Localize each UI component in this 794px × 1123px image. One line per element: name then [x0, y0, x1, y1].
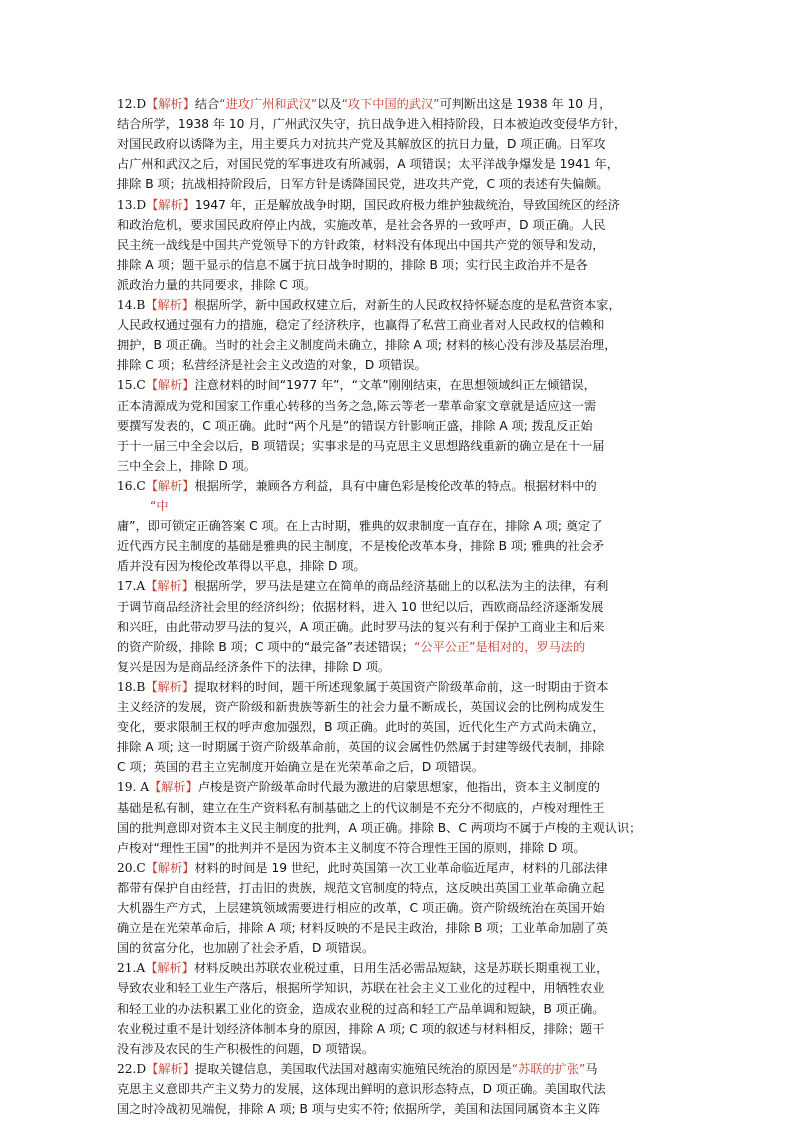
answer-text: 和轻工业的办法积累工业化的资金，造成农业税的过高和轻工产品单调和短缺，B 项正确。 — [117, 1001, 605, 1016]
answer-line — [117, 516, 677, 536]
answer-line — [117, 697, 677, 717]
answer-line — [117, 456, 677, 476]
answer-text: 和政治危机，要求国民政府停止内战，实施改革，是社会各界的一致呼声，D 项正确。人民 — [117, 217, 606, 232]
analysis-tag: 【解析】 — [146, 197, 195, 212]
answer-text: 可判断出这是 1938 年 10 月， — [439, 97, 612, 111]
answer-text: 根据所学，兼顾各方利益，具有中庸色彩是梭伦改革的特点。根据材料中的 — [194, 478, 597, 493]
answer-text: 马 — [585, 1061, 598, 1076]
analysis-tag: 【解析】 — [145, 860, 195, 875]
answer-line — [117, 617, 677, 637]
answer-text: 人民政权通过强有力的措施，稳定了经济秩序，也赢得了私营工商业者对人民政权的信赖和 — [117, 318, 605, 333]
answer-line — [117, 536, 677, 556]
answer-line — [117, 416, 677, 436]
answer-line — [117, 1019, 677, 1039]
answer-number: 20.C — [117, 860, 146, 875]
answer-text: 排除 C 项；私营经济是社会主义改造的对象，D 项错误。 — [117, 358, 427, 373]
answer-text: 民主统一战线是中国共产党领导下的方针政策，材料没有体现出中国共产党的领导和发动， — [117, 237, 605, 252]
answer-line — [117, 174, 677, 194]
analysis-tag: 【解析】 — [145, 378, 195, 393]
answer-text: 材料反映出苏联农业税过重，日用生活必需品短缺，这是苏联长期重视工业， — [193, 961, 609, 976]
answer-number: 12.D — [117, 97, 147, 111]
answer-text: 材料的时间是 19 世纪，此时英国第一次工业革命临近尾声，材料的几部法律 — [194, 860, 608, 875]
answer-text: 国的贫富分化，也加剧了社会矛盾，D 项错误。 — [117, 941, 375, 956]
answer-text: 注意材料的时间“1977 年”，“文革”刚刚结束，在思想领域纠正左倾错误， — [194, 378, 596, 393]
answer-line — [117, 436, 677, 456]
answer-line — [117, 878, 677, 898]
answer-text: 变化，要求限制王权的呼声愈加强烈，B 项正确。此时的英国，近代化生产方式尚未确立， — [117, 720, 605, 735]
analysis-tag: 【解析】 — [145, 478, 195, 493]
answer-text: 根据所学，罗马法是建立在简单的商品经济基础上的以私法为主的法律，有利 — [193, 579, 609, 594]
answer-line — [117, 335, 677, 355]
analysis-tag: 【解析】 — [145, 579, 194, 594]
answer-text: 庸”，即可锁定正确答案 C 项。在上古时期，雅典的奴隶制度一直存在，排除 A 项; 奠定了 — [117, 519, 603, 534]
answer-line — [117, 134, 677, 154]
answer-text: 国之时冷战初见端倪，排除 A 项; B 项与史实不符; 依据所学，美国和法国同属资本主义阵 — [117, 1102, 601, 1116]
answer-text: 都带有保护自由经营，打击旧的贵族，规范文官制度的特点，这反映出英国工业革命确立起 — [117, 880, 605, 895]
answer-line — [117, 154, 677, 174]
answer-line — [117, 1079, 677, 1099]
answer-text: 卢梭对“理性王国”的批判并不是因为资本主义制度不符合理性王国的原则，排除 D 项。 — [117, 840, 586, 855]
highlighted-quote: “中 — [150, 499, 169, 513]
answer-text: C 项；英国的君主立宪制度开始确立是在光荣革命之后，D 项错误。 — [117, 760, 484, 775]
analysis-tag: 【解析】 — [149, 780, 198, 795]
answer-text: 盾并没有因为梭伦改革得以平息，排除 D 项。 — [117, 559, 366, 574]
answer-text: 要撰写发表的，C 项正确。此时“两个凡是”的错误方针影响正盛，排除 A 项; 拨乱反正始 — [117, 418, 593, 433]
answer-line — [117, 717, 677, 737]
answer-line-first — [117, 94, 677, 114]
answer-line — [117, 898, 677, 918]
answer-line — [117, 1039, 677, 1059]
answer-line — [117, 637, 677, 657]
answer-text: 卢梭是资产阶级革命时代最为激进的启蒙思想家，他指出，资本主义制度的 — [197, 780, 600, 795]
answer-line — [117, 657, 677, 677]
answer-line — [117, 737, 677, 757]
answer-line — [117, 396, 677, 416]
answer-text: 排除 A 项；题干显示的信息不属于抗日战争时期的，排除 B 项；实行民主政治并不是各 — [117, 257, 588, 272]
answer-text: 和兴旺，由此带动罗马法的复兴，A 项正确。此时罗马法的复兴有利于保护工商业主和后来 — [117, 619, 605, 634]
answer-text: 对国民政府以诱降为主，用主要兵力对抗共产党及其解放区的抗日力量，D 项正确。日军攻 — [117, 137, 606, 152]
answer-line-first — [117, 375, 677, 395]
answer-text: 三中全会上，排除 D 项。 — [117, 458, 257, 473]
answer-text: 结合 — [194, 97, 220, 111]
answer-text: 农业税过重不是计划经济体制本身的原因，排除 A 项; C 项的叙述与材料相反，排除；题干 — [117, 1021, 605, 1036]
highlighted-quote: “苏联的扩张” — [511, 1061, 586, 1076]
answer-line — [117, 556, 677, 576]
answer-line — [117, 255, 677, 275]
answer-text: 拥护，B 项正确。当时的社会主义制度尚未确立，排除 A 项; 材料的核心没有涉及基层治理， — [117, 338, 617, 353]
answer-text: 大机器生产方式，上层建筑领域需要进行相应的改革，C 项正确。资产阶级统治在英国开始 — [117, 901, 605, 915]
answer-line — [117, 114, 677, 134]
answer-text: 导致农业和轻工业生产落后，根据所学知识，苏联在社会主义工业化的过程中，用牺牲农业 — [117, 981, 605, 996]
answer-text: 排除 B 项；抗战相持阶段后，日军方针是诱降国民党，进攻共产党，C 项的表述有失偏颇。 — [117, 177, 609, 192]
answer-text: 排除 A 项; 这一时期属于资产阶级革命前，英国的议会属性仍然属于封建等级代表制，排除 — [117, 740, 605, 755]
answer-line-first — [117, 195, 677, 215]
answer-line — [117, 235, 677, 255]
answer-number: 13.D — [117, 197, 147, 212]
answer-text: 以及 — [317, 97, 342, 111]
answer-line — [117, 757, 677, 777]
answer-line — [150, 496, 710, 516]
answer-line-first — [117, 958, 677, 978]
answer-line — [117, 818, 677, 838]
answer-line — [117, 798, 677, 818]
analysis-tag: 【解析】 — [146, 97, 195, 111]
answer-line — [117, 938, 677, 958]
answer-text: 主义经济的发展，资产阶级和新贵族等新生的社会力量不断成长，英国议会的比例构成发生 — [117, 700, 605, 714]
answer-text: 基础是私有制，建立在生产资料私有制基础之上的代议制是不充分不彻底的，卢梭对理性王 — [117, 800, 605, 815]
answer-line-first — [117, 858, 677, 878]
answer-line — [117, 315, 677, 335]
answer-text: 提取关键信息，美国取代法国对越南实施殖民统治的原因是 — [194, 1061, 512, 1076]
answer-line — [117, 215, 677, 235]
answer-text: 结合所学，1938 年 10 月，广州武汉失守，抗日战争进入相持阶段，日本被迫改变侵华方针， — [117, 117, 627, 132]
answer-text: 于十一届三中全会以后，B 项错误；实事求是的马克思主义思想路线重新的确立是在十一届 — [117, 438, 605, 453]
answer-line — [117, 597, 677, 617]
answer-line — [117, 999, 677, 1019]
analysis-tag: 【解析】 — [145, 298, 195, 312]
answer-text: 于调节商品经济社会里的经济纠纷；依据材料，进入 10 世纪以后，西欧商品经济逐渐发展 — [117, 599, 604, 614]
answer-text: 国的批判意即对资本主义民主制度的批判，A 项正确。排除 B、C 两项均不属于卢梭的主观认识； — [117, 820, 642, 835]
answer-number: 21.A — [117, 961, 146, 976]
answer-text: 派政治力量的共同要求，排除 C 项。 — [117, 277, 317, 292]
answer-line — [117, 918, 677, 938]
answer-number: 17.A — [117, 579, 146, 594]
answer-line-first — [117, 1059, 677, 1079]
answer-number: 19. A — [117, 780, 150, 795]
answer-text: 1947 年，正是解放战争时期，国民政府极力维护独裁统治，导致国统区的经济 — [194, 197, 620, 212]
answer-number: 15.C — [117, 378, 146, 393]
answer-number: 16.C — [117, 478, 146, 493]
answer-number: 18.B — [117, 679, 146, 694]
answer-text: 提取材料的时间，题干所述现象属于英国资产阶级革命前，这一时期由于资本 — [194, 679, 609, 694]
answer-text: 根据所学，新中国政权建立后，对新生的人民政权持怀疑态度的是私营资本家， — [194, 298, 621, 312]
answer-line-first — [117, 295, 677, 315]
highlighted-quote: “进攻广州和武汉” — [219, 97, 318, 111]
answer-line-first — [117, 476, 677, 496]
answer-line — [117, 1099, 677, 1119]
answer-number: 14.B — [117, 298, 146, 312]
answer-text: 正本清源成为党和国家工作重心转移的当务之急,陈云等老一辈革命家文章就是适应这一需 — [117, 398, 597, 413]
answer-line-first — [117, 677, 677, 697]
answer-line — [117, 355, 677, 375]
answer-number: 22.D — [117, 1061, 147, 1076]
highlighted-quote: “攻下中国的武汉” — [341, 97, 440, 111]
highlighted-quote: “公平公正”是相对的，罗马法的 — [414, 639, 586, 654]
analysis-tag: 【解析】 — [145, 679, 195, 694]
answer-line — [117, 275, 677, 295]
answer-line — [117, 978, 677, 998]
answer-text: 克思主义意即共产主义势力的发展，这体现出鲜明的意识形态特点，D 项正确。美国取代法 — [117, 1081, 606, 1096]
answer-text: 占广州和武汉之后，对国民党的军事进攻有所减弱，A 项错误；太平洋战争爆发是 1941 年， — [117, 157, 619, 172]
answer-line-first — [117, 777, 677, 797]
answer-text: 近代西方民主制度的基础是雅典的民主制度，不是梭伦改革本身，排除 B 项; 雅典的社会矛 — [117, 539, 605, 554]
answer-line — [117, 838, 677, 858]
answer-text: 没有涉及农民的生产积极性的问题，D 项错误。 — [117, 1041, 375, 1056]
analysis-tag: 【解析】 — [146, 1061, 195, 1076]
answer-text: 确立是在光荣革命后，排除 A 项; 材料反映的不是民主政治，排除 B 项；工业革命加剧了英 — [117, 921, 609, 936]
answer-text: 复兴是因为是商品经济条件下的法律，排除 D 项。 — [117, 659, 391, 674]
answer-text: 的资产阶级，排除 B 项；C 项中的“最完备”表述错误； — [117, 639, 415, 654]
analysis-tag: 【解析】 — [145, 961, 194, 976]
answer-line-first — [117, 576, 677, 596]
